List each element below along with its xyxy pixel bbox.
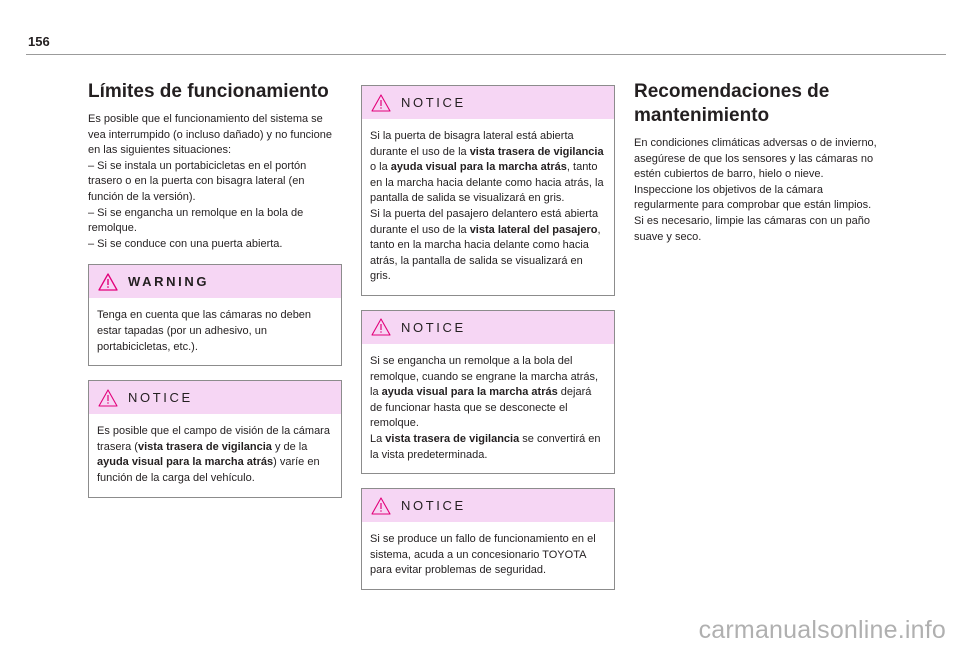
notice-box [361,488,615,590]
caution-triangle-icon [371,497,391,515]
maintenance-paragraph: Si es necesario, limpie las cámaras con un paño suave y seco. [634,214,871,243]
notice-header [362,86,614,119]
notice-title: NOTICE [401,95,466,110]
list-item: – Si se engancha un remolque en la bola de remolque. [88,206,304,235]
notice-text: Si la puerta de bisagra lateral está abierta durante el uso de la vista trasera de vigilancia o la ayuda visual para la marcha atrás, tanto en la marcha hacia delante como hacia atrás, la pantalla de salida se visualizará en gris. Si la puerta del pasajero delantero está abierta durante el uso de la vista lateral del pasajero, tanto en la marcha hacia delante como hacia atrás, la pantalla de salida se visualizará en gris. [370,130,604,283]
list-item: – Si se instala un portabicicletas en el portón trasero o en la puerta con bisagra lateral (en función de la versión). [88,159,307,203]
list-item: – Si se conduce con una puerta abierta. [88,237,283,250]
warning-title: WARNING [128,274,210,290]
maintenance-paragraph: Inspeccione los objetivos de la cámara regularmente para comprobar que están limpios. [634,183,872,212]
notice-header [362,311,614,344]
notice-box [361,310,615,474]
notice-title: NOTICE [401,498,466,514]
warning-header [89,265,341,298]
notice-header [362,489,614,522]
warning-box [88,264,342,366]
intro-paragraph: Es posible que el funcionamiento del sistema se vea interrumpido (o incluso dañado) y no funcione en las siguientes situaciones: [88,113,332,157]
column-middle [361,80,615,590]
notice-header [89,381,341,414]
section-title-limits: Límites de funcionamiento [88,81,329,102]
maintenance-paragraph: En condiciones climáticas adversas o de invierno, asegúrese de que los sensores y las cámaras no estén cubiertos de barro, hielo o nieve. [634,137,877,181]
warning-text: Tenga en cuenta que las cámaras no deben estar tapadas (por un adhesivo, un portabicicletas, etc.). [97,309,312,353]
page-number: 156 [28,34,50,49]
notice-text: Es posible que el campo de visión de la cámara trasera (vista trasera de vigilancia y de la ayuda visual para la marcha atrás) varíe en función de la carga del vehículo. [97,425,330,484]
section-title-maintenance: Recomendaciones de mantenimiento [634,81,830,126]
caution-triangle-icon [98,389,118,407]
column-left [88,80,342,498]
caution-triangle-icon [371,94,391,112]
top-divider [26,54,946,55]
notice-text: Si se engancha un remolque a la bola del remolque, cuando se engrane la marcha atrás, la ayuda visual para la marcha atrás dejará de funcionar hasta que se desconecte el remolque. La vista trasera de vigilancia se convertirá en la vista predeterminada. [370,354,601,461]
notice-text: Si se produce un fallo de funcionamiento en el sistema, acuda a un concesionario TOYOTA para evitar problemas de seguridad. [370,533,596,577]
notice-box [88,380,342,497]
notice-title: NOTICE [128,390,193,406]
notice-title: NOTICE [401,319,466,335]
warning-triangle-icon [98,273,118,291]
column-right [634,80,888,245]
notice-box [361,85,615,296]
watermark-logo: carmanualsonline.info [698,616,946,644]
caution-triangle-icon [371,318,391,336]
